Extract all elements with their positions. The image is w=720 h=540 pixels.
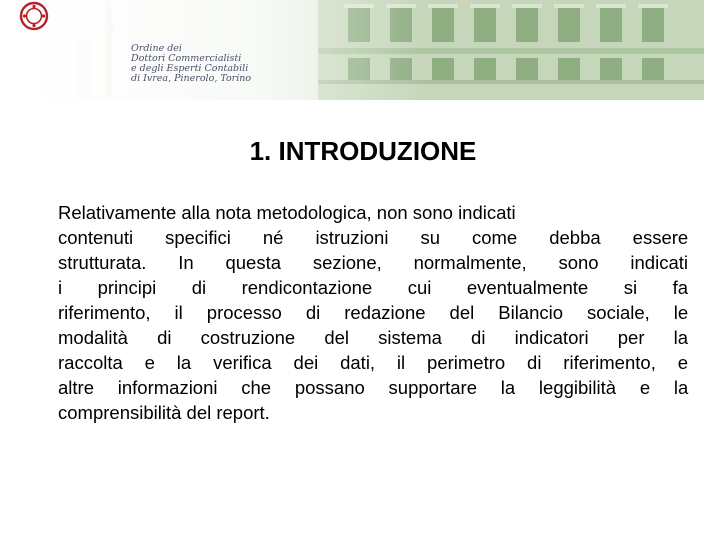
building-photo-strip bbox=[18, 0, 704, 100]
body-line: altre informazioni che possano supportare la leggibilità e la bbox=[58, 377, 689, 398]
body-line: strutturata. In questa sezione, normalmente, sono indicati bbox=[58, 252, 688, 273]
logo-line: di Ivrea, Pinerolo, Torino bbox=[131, 73, 252, 84]
body-line: i principi di rendicontazione cui eventualmente si fa bbox=[58, 277, 688, 298]
slide-title: 1. INTRODUZIONE bbox=[249, 136, 477, 166]
logo-line: Dottori Commercialisti bbox=[131, 53, 242, 64]
header-banner bbox=[18, 0, 704, 100]
body-line: raccolta e la verifica dei dati, il perimetro di riferimento, e bbox=[58, 352, 688, 373]
body-paragraph bbox=[58, 200, 688, 425]
body-line: Relativamente alla nota metodologica, non sono indicati bbox=[58, 202, 516, 223]
order-emblem-icon bbox=[18, 0, 50, 32]
body-line: modalità di costruzione del sistema di indicatori per la bbox=[58, 327, 689, 348]
logo-text bbox=[131, 44, 251, 84]
body-line: comprensibilità del report. bbox=[58, 402, 270, 423]
logo-line: Ordine dei bbox=[131, 43, 182, 54]
logo-line: e degli Esperti Contabili bbox=[131, 63, 249, 74]
body-line: contenuti specifici né istruzioni su come debba essere bbox=[58, 227, 689, 248]
body-line: riferimento, il processo di redazione del Bilancio sociale, le bbox=[58, 302, 689, 323]
